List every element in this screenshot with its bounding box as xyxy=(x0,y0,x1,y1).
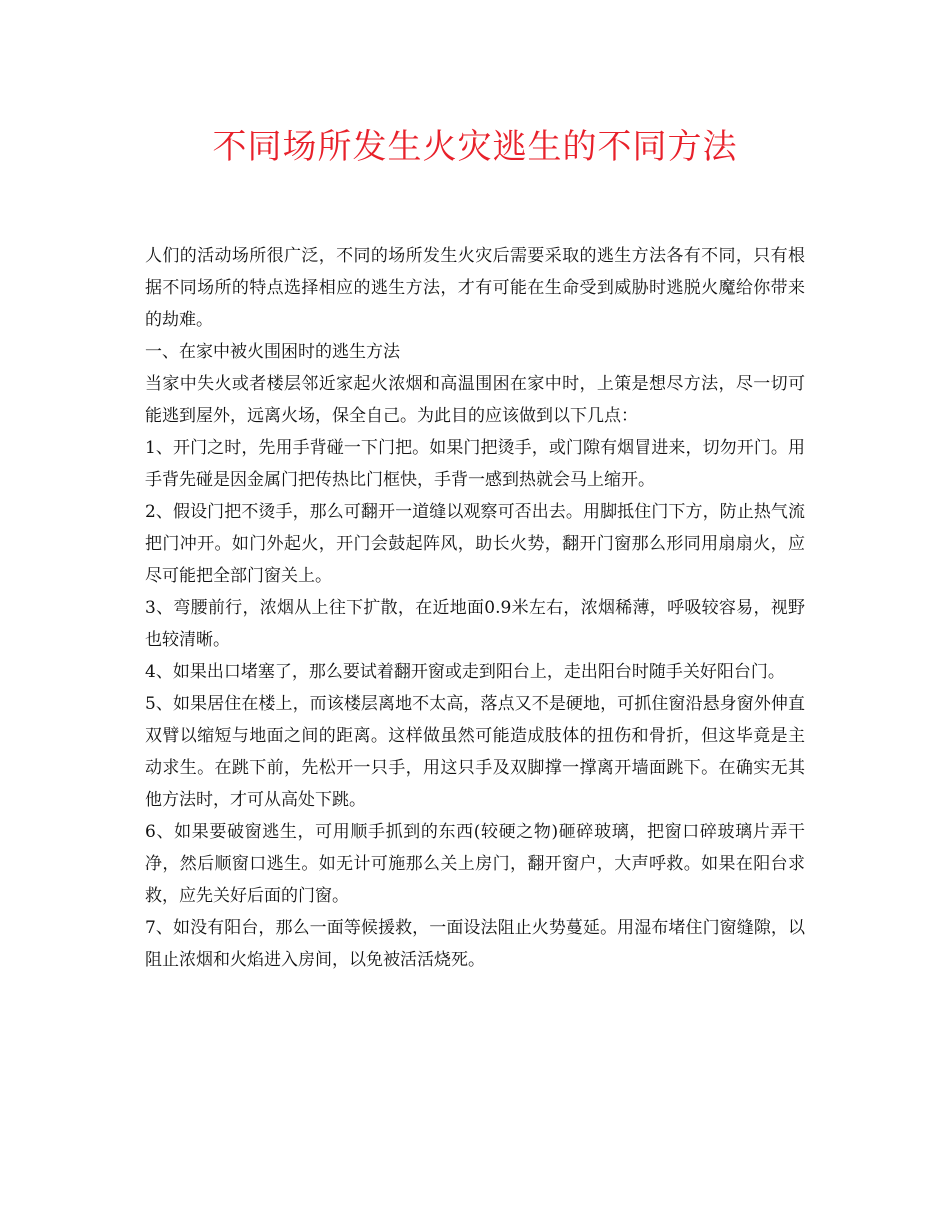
list-item-4: 4、如果出口堵塞了，那么要试着翻开窗或走到阳台上，走出阳台时随手关好阳台门。 xyxy=(145,662,785,682)
list-item-6: 6、如果要破窗逃生，可用顺手抓到的东西(较硬之物)砸碎玻璃，把窗口碎玻璃片弄干净，然后顺窗口逃生。如无计可施那么关上房门，翻开窗户，大声呼救。如果在阳台求救，应先关好后面的门窗。 xyxy=(145,822,805,906)
intro-paragraph: 人们的活动场所很广泛，不同的场所发生火灾后需要采取的逃生方法各有不同，只有根据不同场所的特点选择相应的逃生方法，才有可能在生命受到威胁时逃脱火魔给你带来的劫难。 xyxy=(145,246,805,330)
document-title: 不同场所发生火灾逃生的不同方法 xyxy=(212,127,738,167)
list-item-2: 2、假设门把不烫手，那么可翻开一道缝以观察可否出去。用脚抵住门下方，防止热气流把门冲开。如门外起火，开门会鼓起阵风，助长火势，翻开门窗那么形同用扇扇火，应尽可能把全部门窗关上。 xyxy=(145,502,805,586)
list-item-1: 1、开门之时，先用手背碰一下门把。如果门把烫手，或门隙有烟冒进来，切勿开门。用手背先碰是因金属门把传热比门框快，手背一感到热就会马上缩开。 xyxy=(145,438,805,490)
list-item-5: 5、如果居住在楼上，而该楼层离地不太高，落点又不是硬地，可抓住窗沿悬身窗外伸直双臂以缩短与地面之间的距离。这样做虽然可能造成肢体的扭伤和骨折，但这毕竟是主动求生。在跳下前，先松开一只手，用这只手及双脚撑一撑离开墙面跳下。在确实无其他方法时，才可从高处下跳。 xyxy=(145,694,805,810)
list-item-3: 3、弯腰前行，浓烟从上往下扩散，在近地面0.9米左右，浓烟稀薄，呼吸较容易，视野也较清晰。 xyxy=(145,598,805,650)
list-item-7: 7、如没有阳台，那么一面等候援救，一面设法阻止火势蔓延。用湿布堵住门窗缝隙，以阻止浓烟和火焰进入房间，以免被活活烧死。 xyxy=(145,918,805,970)
body-paragraph: 当家中失火或者楼层邻近家起火浓烟和高温围困在家中时，上策是想尽方法，尽一切可能逃到屋外，远离火场，保全自己。为此目的应该做到以下几点： xyxy=(145,374,805,426)
section-heading: 一、在家中被火围困时的逃生方法 xyxy=(145,342,400,362)
document-body xyxy=(145,240,805,976)
